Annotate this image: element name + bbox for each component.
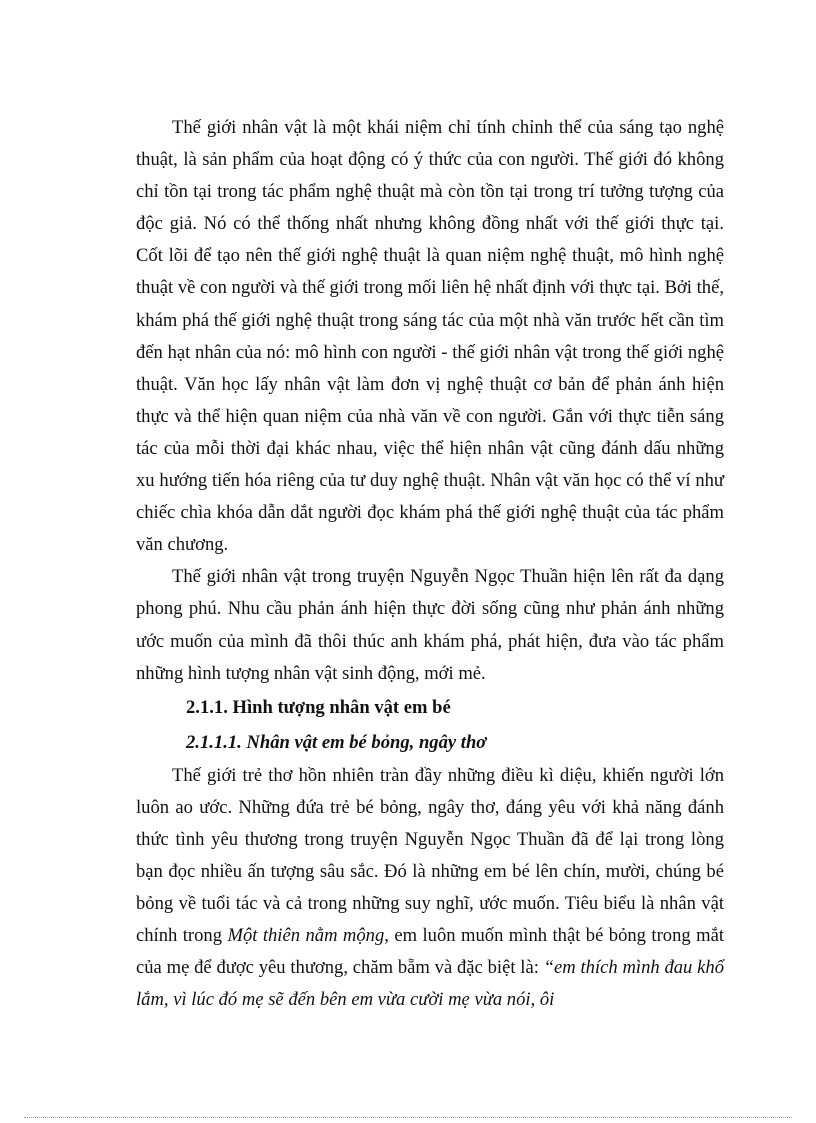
paragraph-child-world bbox=[136, 760, 724, 1017]
paragraph-nguyen-ngoc-thuan: Thế giới nhân vật trong truyện Nguyễn Ngọc Thuần hiện lên rất đa dạng phong phú. Nhu cầu phản ánh hiện thực đời sống cũng như phản ánh những ước muốn của mình đã thôi thúc anh khám phá, phát hiện, đưa vào tác phẩm những hình tượng nhân vật sinh động, mới mẻ. bbox=[136, 566, 724, 684]
paragraph-character-world: Thế giới nhân vật là một khái niệm chỉ tính chỉnh thể của sáng tạo nghệ thuật, là sản phẩm của hoạt động có ý thức của con người. Thế giới đó không chỉ tồn tại trong tác phẩm nghệ thuật mà còn tồn tại trong trí tưởng tượng của độc giả. Nó có thể thống nhất nhưng không đồng nhất với thế giới thực tại. Cốt lõi để tạo nên thế giới nghệ thuật là quan niệm nghệ thuật, mô hình nghệ thuật về con người và thế giới trong mối liên hệ nhất định với thực tại. Bởi thế, khám phá thế giới nghệ thuật trong sáng tác của một nhà văn trước hết cần tìm đến hạt nhân của nó: mô hình con người - thế giới nhân vật trong thế giới nghệ thuật. Văn học lấy nhân vật làm đơn vị nghệ thuật cơ bản để phản ánh hiện thực và thể hiện quan niệm của nhà văn về con người. Gắn với thực tiễn sáng tác của mỗi thời đại khác nhau, việc thể hiện nhân vật cũng đánh dấu những xu hướng tiến hóa riêng của tư duy nghệ thuật. Nhân vật văn học có thể ví như chiếc chìa khóa dẫn dắt người đọc khám phá thế giới nghệ thuật của tác phẩm văn chương. bbox=[136, 117, 724, 556]
section-heading-2-1-1-1: 2.1.1.1. Nhân vật em bé bỏng, ngây thơ bbox=[186, 731, 487, 753]
paragraph-child-world-text-1: Thế giới trẻ thơ hồn nhiên tràn đầy những điều kì diệu, khiến người lớn luôn ao ước. Những đứa trẻ bé bỏng, ngây thơ, đáng yêu với khả năng đánh thức tình yêu thương trong truyện Nguyễn Ngọc Thuần đã để lại trong lòng bạn đọc nhiều ấn tượng sâu sắc. Đó là những em bé lên chín, mười, chúng bé bỏng về tuổi tác và cả trong những suy nghĩ, ước muốn. Tiêu biểu là nhân vật chính trong bbox=[136, 764, 724, 947]
document-body bbox=[136, 112, 724, 1016]
work-title: Một thiên nằm mộng bbox=[227, 925, 385, 947]
page-bottom-divider bbox=[24, 1117, 792, 1118]
quoted-text: “em thích mình đau khổ lắm, vì lúc đó mẹ sẽ đến bên em vừa cười mẹ vừa nói, ôi bbox=[136, 957, 724, 1011]
section-heading-2-1-1: 2.1.1. Hình tượng nhân vật em bé bbox=[186, 696, 451, 718]
paragraph-child-world-text-2: , em luôn muốn mình thật bé bỏng trong mắt của mẹ để được yêu thương, chăm bẵm và đặc biệt là: bbox=[136, 925, 724, 979]
